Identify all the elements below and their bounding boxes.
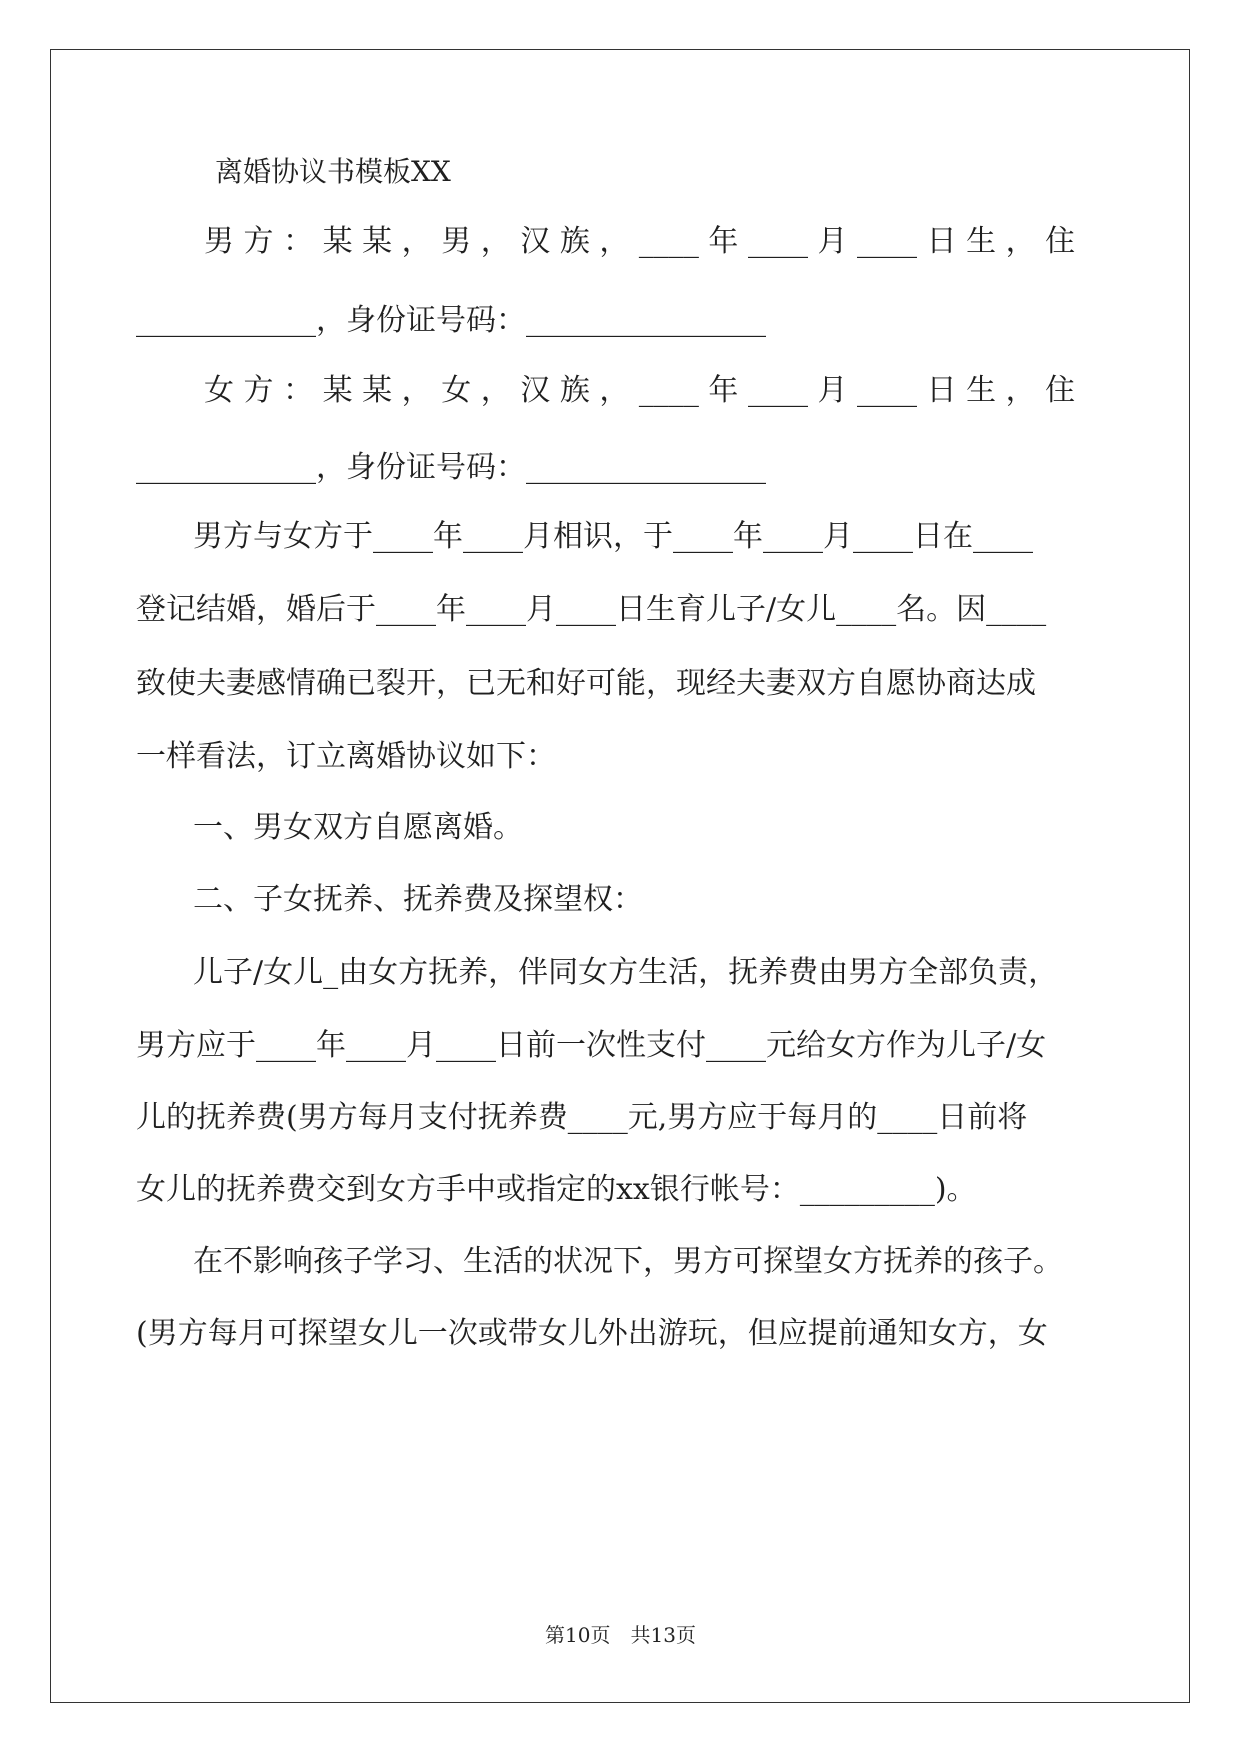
paragraph-line: 二、子女抚养、抚养费及探望权： bbox=[193, 882, 643, 917]
paragraph-line: ____________，身份证号码：________________ bbox=[136, 303, 766, 338]
paragraph-line: 女 方 ： 某 某 ， 女 ， 汉 族 ， ____ 年 ____ 月 ____ 日 生 ， 住 bbox=[204, 373, 1076, 408]
paragraph-line: 致使夫妻感情确已裂开，已无和好可能，现经夫妻双方自愿协商达成 bbox=[136, 666, 1036, 701]
paragraph-line: 一样看法，订立离婚协议如下： bbox=[136, 739, 556, 774]
paragraph-line: 男方与女方于____年____月相识，于____年____月____日在____ bbox=[193, 519, 1033, 554]
paragraph-line: 儿子/女儿_由女方抚养，伴同女方生活，抚养费由男方全部负责， bbox=[193, 955, 1059, 990]
paragraph-line: 一、男女双方自愿离婚。 bbox=[193, 810, 523, 845]
paragraph-line: 在不影响孩子学习、生活的状况下，男方可探望女方抚养的孩子。 bbox=[193, 1244, 1063, 1279]
paragraph-line: 男方应于____年____月____日前一次性支付____元给女方作为儿子/女 bbox=[136, 1028, 1047, 1063]
page-border bbox=[50, 49, 1190, 1703]
document-title: 离婚协议书模板XX bbox=[215, 155, 451, 188]
paragraph-line: 女儿的抚养费交到女方手中或指定的xx银行帐号：_________)。 bbox=[136, 1172, 977, 1207]
paragraph-line: 男 方 ： 某 某 ， 男 ， 汉 族 ， ____ 年 ____ 月 ____ 日 生 ， 住 bbox=[204, 224, 1076, 259]
paragraph-line: (男方每月可探望女儿一次或带女儿外出游玩，但应提前通知女方，女 bbox=[136, 1316, 1048, 1351]
paragraph-line: 儿的抚养费(男方每月支付抚养费____元,男方应于每月的____日前将 bbox=[136, 1100, 1028, 1135]
paragraph-line: 登记结婚，婚后于____年____月____日生育儿子/女儿____名。因____ bbox=[136, 592, 1047, 627]
paragraph-line: ____________，身份证号码：________________ bbox=[136, 450, 766, 485]
page-number: 第10页 共13页 bbox=[545, 1623, 696, 1647]
